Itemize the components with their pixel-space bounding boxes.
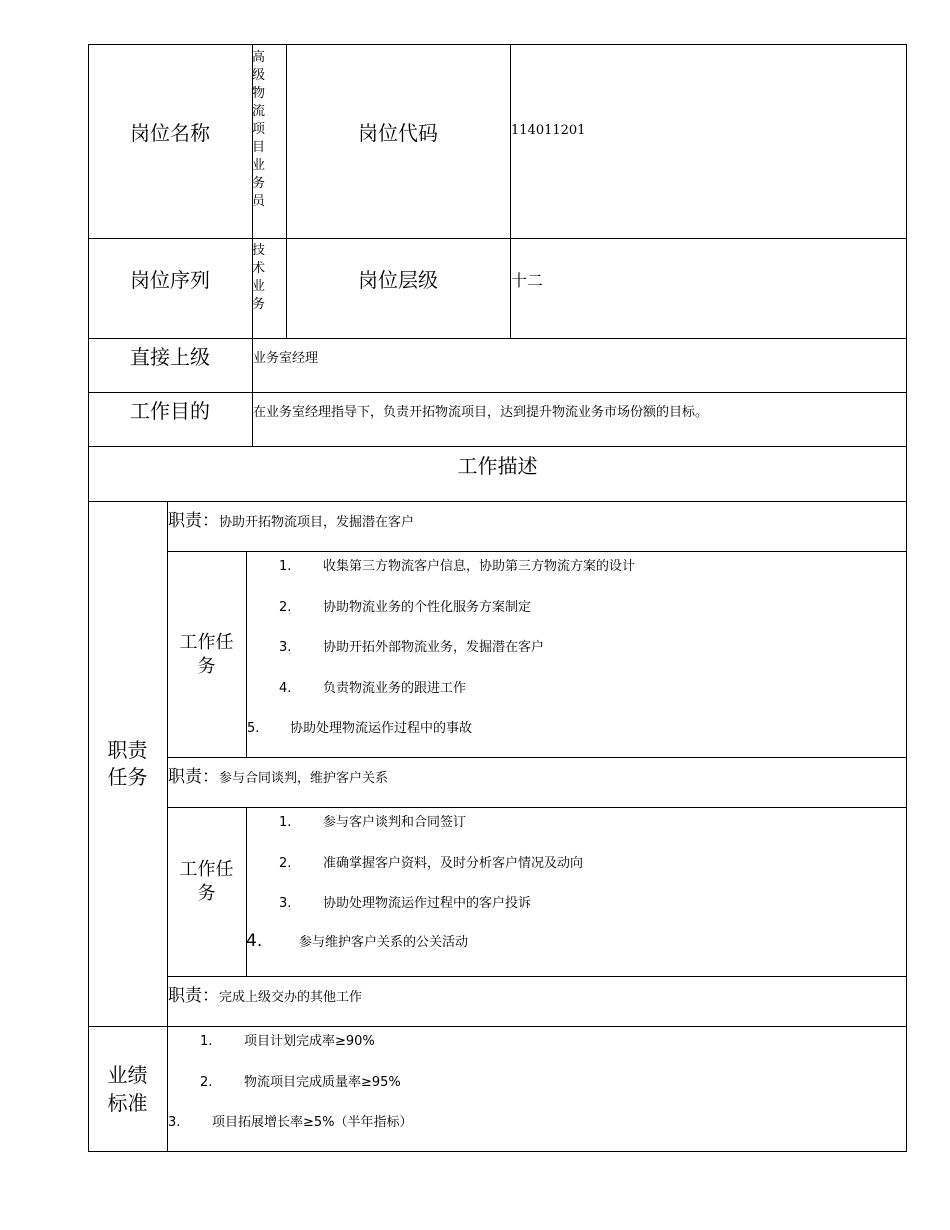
row-divider [88, 1026, 907, 1027]
table-border [88, 1151, 907, 1152]
row-divider [167, 807, 907, 808]
supervisor-label: 直接上级 [130, 344, 210, 369]
task-item [279, 555, 635, 574]
performance-item [168, 1111, 413, 1130]
row-divider [167, 976, 907, 977]
performance-label-line1: 业绩 [107, 1063, 148, 1087]
task-label-line1: 工作任 [179, 859, 234, 880]
task-text: 收集第三方物流客户信息，协助第三方物流方案的设计 [323, 559, 636, 574]
task-text: 协助处理物流运作过程中的客户投诉 [323, 896, 532, 911]
duty-row [168, 506, 414, 531]
position-code-value: 114011201 [511, 123, 586, 138]
task-text: 负责物流业务的跟进工作 [323, 681, 467, 696]
performance-number: 1. [200, 1034, 213, 1049]
task-item [246, 931, 468, 951]
position-name-value: 高级物流项目业务员 [252, 50, 266, 209]
col-divider [246, 807, 247, 977]
position-level-label: 岗位层级 [358, 267, 438, 292]
task-number: 3. [279, 896, 292, 911]
duty-title: 完成上级交办的其他工作 [219, 990, 363, 1005]
performance-label [88, 1026, 167, 1152]
task-label [167, 807, 246, 957]
duty-prefix: 职责： [168, 511, 219, 531]
task-text: 协助开拓外部物流业务，发掘潜在客户 [323, 640, 545, 655]
performance-number: 3. [168, 1115, 181, 1130]
duty-prefix: 职责： [168, 986, 219, 1006]
purpose-label: 工作目的 [130, 398, 210, 423]
duty-title: 协助开拓物流项目，发掘潜在客户 [219, 515, 415, 530]
duty-title: 参与合同谈判，维护客户关系 [219, 771, 389, 786]
task-label-line2: 务 [197, 883, 216, 904]
performance-text: 项目拓展增长率≥5%（半年指标） [212, 1115, 413, 1130]
duties-label-line2: 任务 [107, 765, 148, 789]
row-divider [88, 501, 907, 502]
description-title: 工作描述 [457, 453, 538, 478]
task-label-line2: 务 [197, 655, 216, 677]
task-text: 协助物流业务的个性化服务方案制定 [323, 600, 532, 615]
task-number: 4. [279, 681, 292, 696]
task-number: 5. [247, 721, 260, 736]
task-number: 4. [246, 931, 263, 951]
task-text: 参与客户谈判和合同签订 [323, 815, 467, 830]
table-border [906, 44, 907, 1152]
task-item [279, 636, 544, 655]
performance-item [200, 1071, 401, 1090]
task-number: 1. [279, 815, 292, 830]
duty-prefix: 职责： [168, 767, 219, 787]
task-number: 2. [279, 600, 292, 615]
task-item [279, 811, 466, 830]
duty-row [168, 981, 362, 1006]
task-item [247, 717, 472, 736]
task-number: 2. [279, 856, 292, 871]
performance-text: 物流项目完成质量率≥95% [244, 1075, 401, 1090]
position-code-label: 岗位代码 [358, 121, 438, 145]
purpose-value: 在业务室经理指导下，负责开拓物流项目，达到提升物流业务市场份额的目标。 [253, 405, 709, 420]
performance-text: 项目计划完成率≥90% [244, 1034, 375, 1049]
performance-number: 2. [200, 1075, 213, 1090]
col-divider [510, 44, 511, 339]
position-sequence-label: 岗位序列 [130, 267, 210, 292]
duties-label [88, 501, 167, 1027]
task-text: 参与维护客户关系的公关活动 [299, 935, 469, 950]
task-item [279, 892, 531, 911]
task-item [279, 677, 466, 696]
row-divider [167, 757, 907, 758]
task-item [279, 852, 583, 871]
supervisor-value: 业务室经理 [253, 351, 319, 366]
task-label [167, 551, 246, 758]
task-item [279, 596, 531, 615]
task-number: 1. [279, 559, 292, 574]
duty-row [168, 762, 388, 787]
performance-label-line2: 标准 [107, 1091, 148, 1115]
position-level-value: 十二 [511, 271, 544, 290]
position-sequence-value: 技术业务 [252, 243, 266, 312]
task-number: 3. [279, 640, 292, 655]
duties-label-line1: 职责 [107, 738, 148, 762]
position-name-label: 岗位名称 [130, 121, 210, 145]
task-text: 协助处理物流运作过程中的事故 [290, 721, 473, 736]
task-text: 准确掌握客户资料，及时分析客户情况及动向 [323, 856, 584, 871]
row-divider [167, 551, 907, 552]
performance-item [200, 1030, 375, 1049]
task-label-line1: 工作任 [179, 631, 234, 653]
